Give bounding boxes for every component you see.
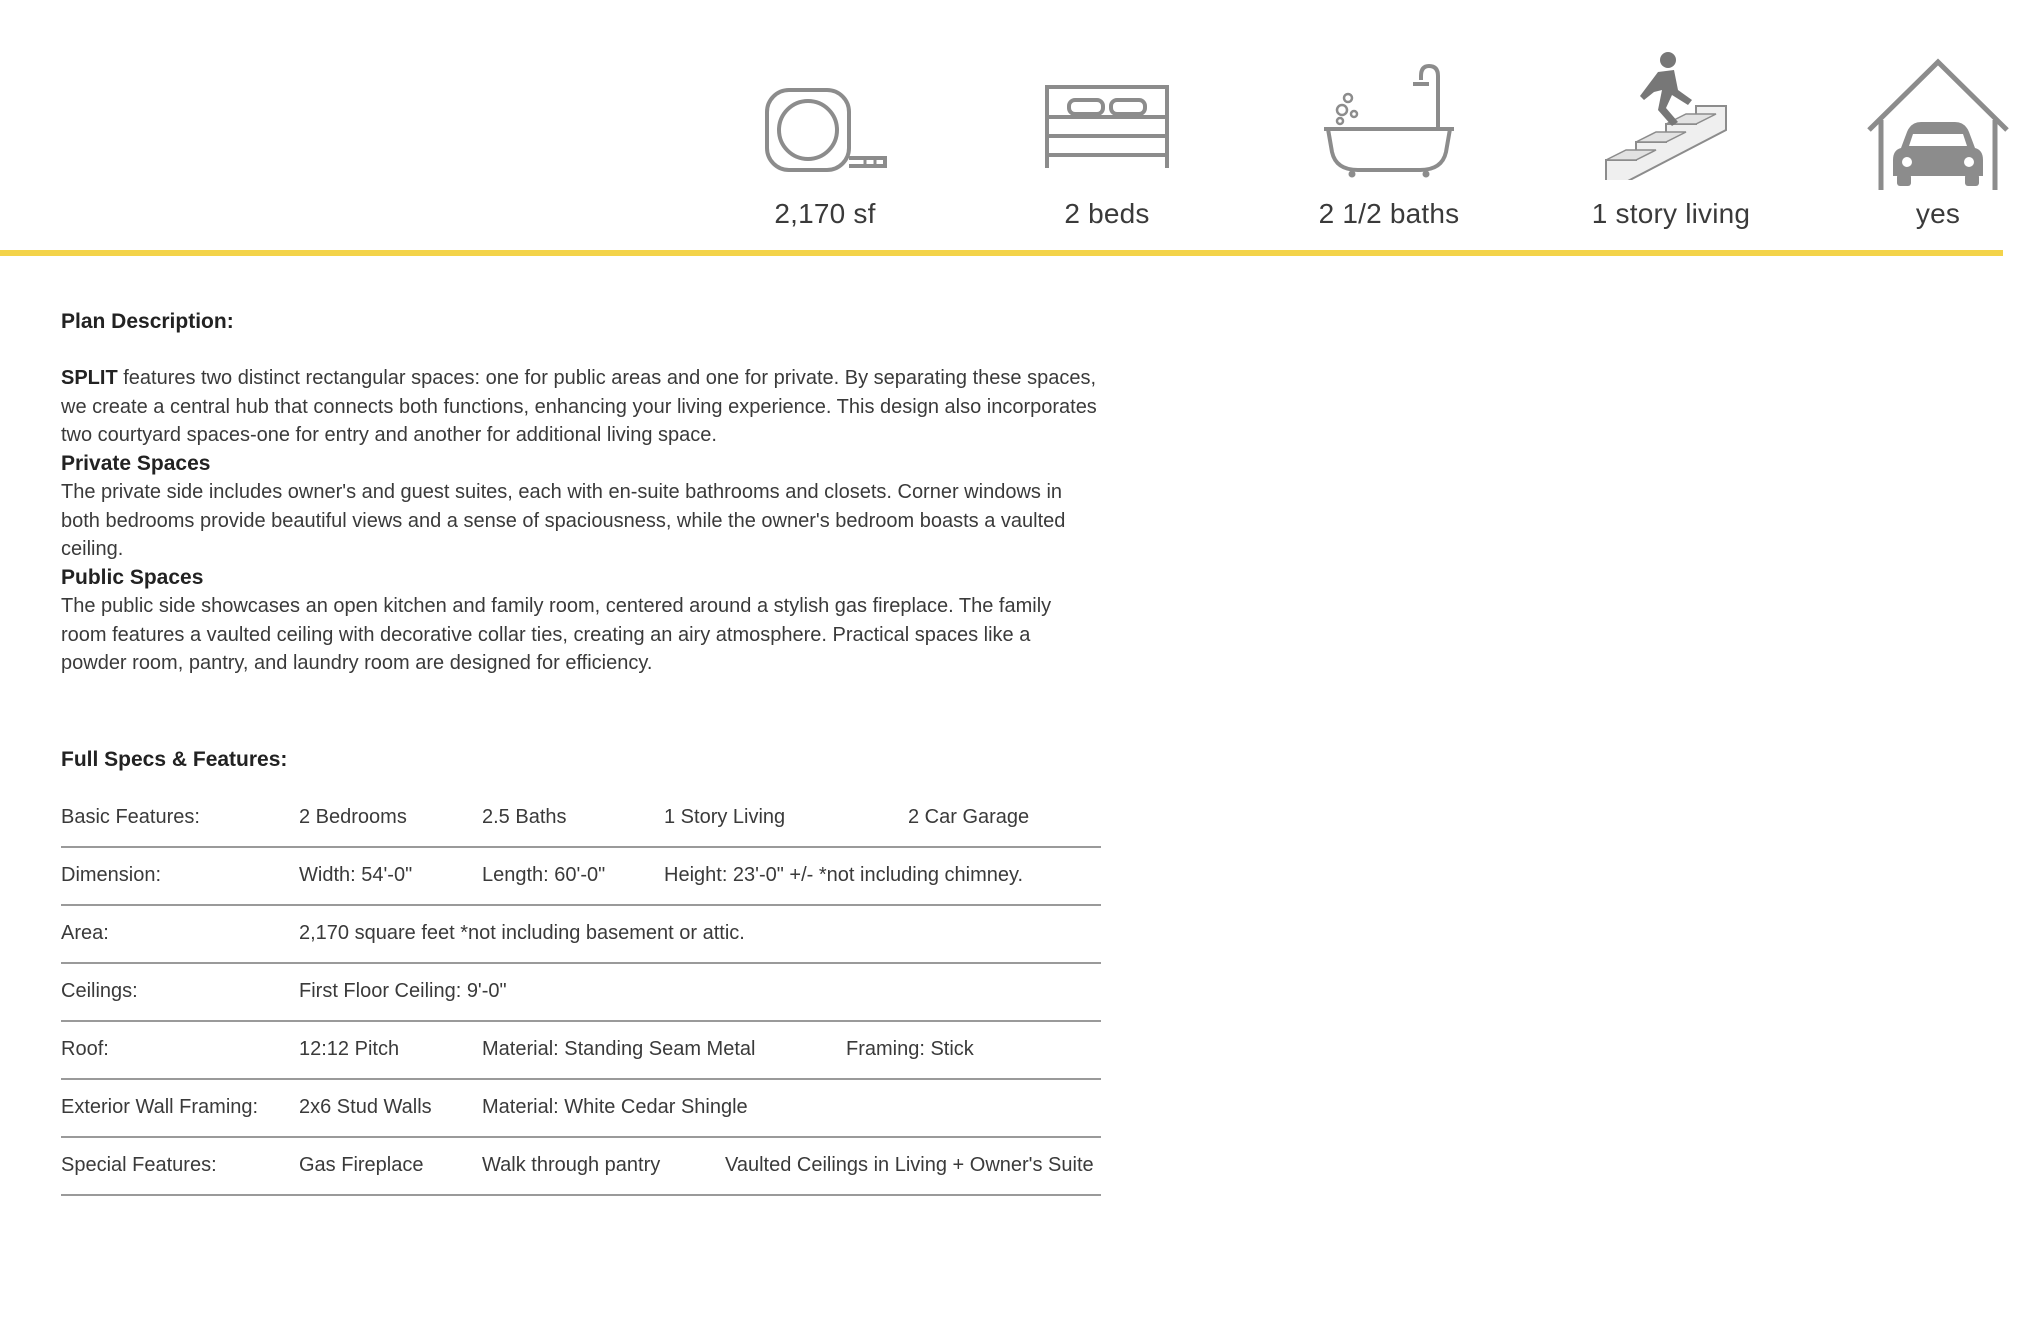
spec-value: 12:12 Pitch: [299, 1038, 400, 1060]
spec-value: 2,170 square feet *not including basement or attic.: [299, 922, 745, 944]
spec-label: Roof:: [61, 1038, 109, 1060]
spec-value: 2 Car Garage: [908, 806, 1030, 828]
spec-value: First Floor Ceiling: 9'-0": [299, 980, 507, 1002]
plan-intro: [61, 364, 1101, 450]
stat-label: yes: [1915, 198, 1961, 229]
stat-label: 1 story living: [1591, 198, 1751, 229]
spec-label: Special Features:: [61, 1154, 217, 1176]
plan-name: SPLIT: [61, 367, 118, 389]
garage-icon: [1863, 50, 2013, 190]
spec-value: Gas Fireplace: [299, 1154, 424, 1176]
spec-label: Dimension:: [61, 864, 162, 886]
stat-label: 2 1/2 baths: [1318, 198, 1460, 229]
spec-row-exterior-wall-framing: [61, 1080, 1101, 1138]
spec-value: Material: White Cedar Shingle: [482, 1096, 748, 1118]
spec-label: Basic Features:: [61, 806, 200, 828]
stat-story: [1551, 50, 1791, 240]
spec-row-area: [61, 906, 1101, 964]
stat-beds: [987, 50, 1227, 240]
stat-garage: [1818, 50, 2040, 240]
stat-square-footage: [705, 50, 945, 240]
spec-row-ceilings: [61, 964, 1101, 1022]
specs-table: [61, 790, 1101, 1196]
spec-row-roof: [61, 1022, 1101, 1080]
private-spaces-text: The private side includes owner's and guest suites, each with en-suite bathrooms and closets. Corner windows in both bedrooms provide beautiful views and a sense of spaciousness, while the owner's bedroom boasts a vaulted ceiling.: [61, 481, 1066, 560]
bathtub-icon: [1314, 50, 1464, 180]
spec-label: Ceilings:: [61, 980, 138, 1002]
public-spaces-text: The public side showcases an open kitchen and family room, centered around a stylish gas fireplace. The family room features a vaulted ceiling with decorative collar ties, creating an airy atmosphere. Practical spaces like a powder room, pantry, and laundry room are designed for efficiency.: [61, 595, 1052, 674]
spec-value: Walk through pantry: [482, 1154, 661, 1176]
spec-label: Area:: [61, 922, 109, 944]
accent-divider: [0, 250, 2003, 256]
plan-intro-text: features two distinct rectangular spaces: one for public areas and one for private. By separating these spaces, we create a central hub that connects both functions, enhancing your living experience. This design also incorporates two courtyard spaces-one for entry and another for additional living space.: [61, 367, 1097, 446]
spec-value: Material: Standing Seam Metal: [482, 1038, 756, 1060]
spec-value: 2x6 Stud Walls: [299, 1096, 432, 1118]
public-spaces-heading: Public Spaces: [61, 565, 204, 589]
plan-description: [61, 310, 1101, 678]
spec-value: Length: 60'-0": [482, 864, 606, 886]
spec-value: 2.5 Baths: [482, 806, 567, 828]
stat-baths: [1269, 50, 1509, 240]
spec-row-special-features: [61, 1138, 1101, 1196]
spec-row-basic-features: [61, 790, 1101, 848]
spec-value: Vaulted Ceilings in Living + Owner's Suite: [725, 1154, 1094, 1176]
plan-description-heading: Plan Description:: [61, 310, 234, 333]
tape-measure-icon: [755, 50, 895, 180]
spec-value: 2 Bedrooms: [299, 806, 407, 828]
spec-label: Exterior Wall Framing:: [61, 1096, 259, 1118]
spec-value: Height: 23'-0" +/- *not including chimney.: [664, 864, 1024, 886]
spec-value: Framing: Stick: [846, 1038, 974, 1060]
private-spaces-heading: Private Spaces: [61, 451, 211, 475]
specs-heading: Full Specs & Features:: [61, 748, 288, 771]
stat-label: 2 beds: [1064, 198, 1150, 229]
spec-value: Width: 54'-0": [299, 864, 413, 886]
bed-icon: [1037, 50, 1177, 180]
spec-row-dimension: [61, 848, 1101, 906]
spec-value: 1 Story Living: [664, 806, 786, 828]
stat-label: 2,170 sf: [774, 198, 876, 229]
stairs-icon: [1596, 50, 1746, 180]
